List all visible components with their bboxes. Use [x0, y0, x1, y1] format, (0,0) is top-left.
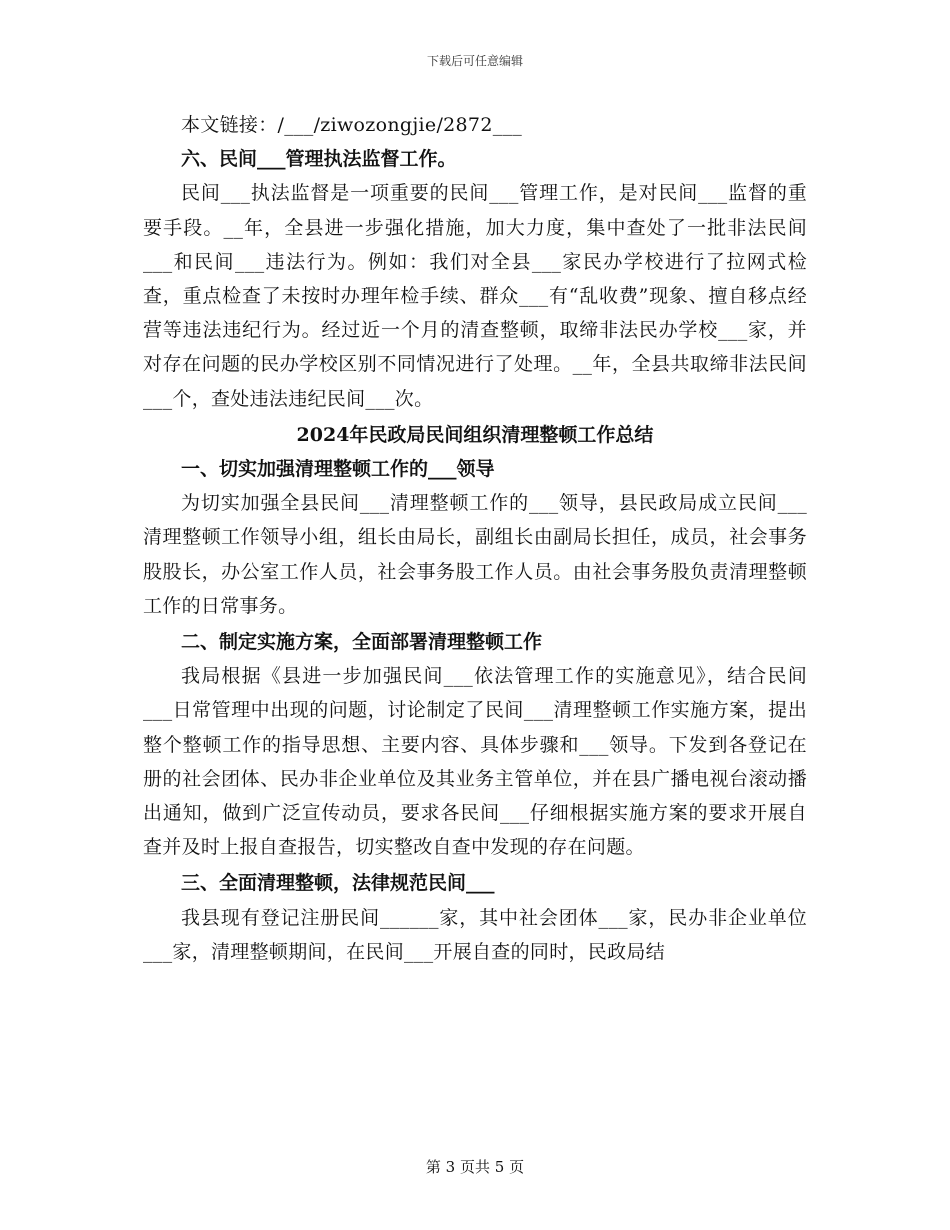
page-footer: 第 3 页共 5 页	[425, 1158, 525, 1176]
paragraph-supervision: 民间___执法监督是一项重要的民间___管理工作，是对民间___监督的重要手段。__年，全县进一步强化措施，加大力度，集中查处了一批非法民间___和民间___违法行为。例如：我们对全县___家民办学校进行了拉网式检查，重点检查了未按时办理年检手续、群众___有“乱收费”现象、擅自移点经营等违法违纪行为。经过近一个月的清查整顿，取缔非法民办学校___家，并对存在问题的民办学校区别不同情况进行了处理。__年，全县共取缔非法民间___个，查处违法违纪民间___次。	[143, 182, 807, 410]
link-paragraph: 本文链接：/___/ziwozongjie/2872___	[181, 114, 523, 136]
section-heading-6: 六、民间___管理执法监督工作。	[181, 148, 457, 171]
document-title: 2024年民政局民间组织清理整顿工作总结	[296, 423, 654, 446]
paragraph-registration: 我县现有登记注册民间______家，其中社会团体___家，民办非企业单位___家，清理整顿期间，在民间___开展自查的同时，民政局结	[143, 906, 807, 963]
document-body	[143, 108, 807, 969]
paragraph-plan: 我局根据《县进一步加强民间___依法管理工作的实施意见》，结合民间___日常管理中出现的问题，讨论制定了民间___清理整顿工作实施方案，提出整个整顿工作的指导思想、主要内容、具体步骤和___领导。下发到各登记在册的社会团体、民办非企业单位及其业务主管单位，并在县广播电视台滚动播出通知，做到广泛宣传动员，要求各民间___仔细根据实施方案的要求开展自查并及时上报自查报告，切实整改自查中发现的存在问题。	[143, 665, 807, 859]
paragraph-leadership: 为切实加强全县民间___清理整顿工作的___领导，县民政局成立民间___清理整顿工作领导小组，组长由局长，副组长由副局长担任，成员，社会事务股股长，办公室工作人员，社会事务股工作人员。由社会事务股负责清理整顿工作的日常事务。	[143, 492, 807, 617]
section-heading-3: 三、全面清理整顿，法律规范民间___	[181, 872, 495, 895]
page-header: 下载后可任意编辑	[426, 54, 523, 68]
section-heading-2: 二、制定实施方案，全面部署清理整顿工作	[181, 631, 543, 654]
section-heading-1: 一、切实加强清理整顿工作的___领导	[181, 458, 495, 481]
